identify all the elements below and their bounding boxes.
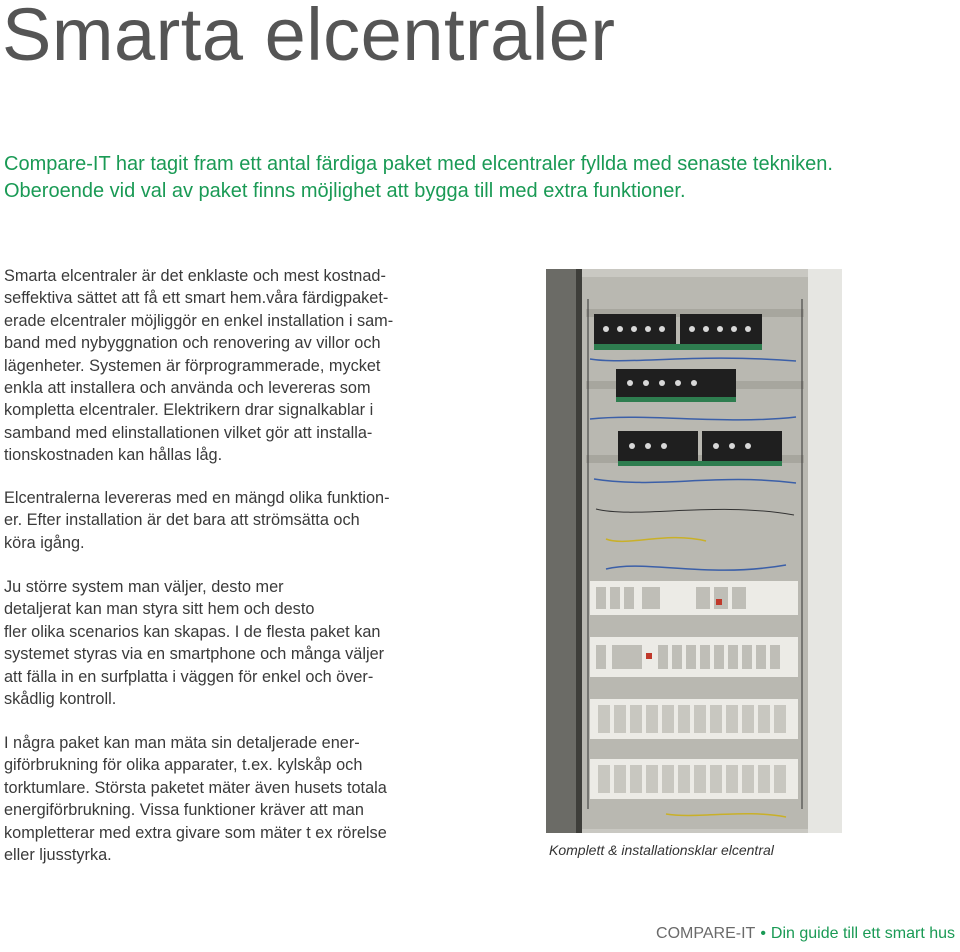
footer-brand: COMPARE-IT — [656, 925, 756, 942]
lead-paragraph: Compare-IT har tagit fram ett antal färdiga paket med elcentraler fyllda med senaste tekniken. Oberoende vid val av paket finns möjlighet att bygga till med extra funktioner. — [4, 153, 833, 202]
electrical-panel-photo — [546, 269, 842, 833]
footer-separator: • — [760, 925, 766, 942]
body-paragraph-1: Smarta elcentraler är det enklaste och mest kostnad- seffektiva sättet att få ett smart hem.våra färdigpaket- erade elcentraler möjliggör en enkel installation i sam- band med nybyggnation och renovering av villor och lägenheter. Systemen är förprogrammerade, mycket enkla att installera och använda och levereras som kompletta elcentraler. Elektrikern drar signalkablar i samband med elinstallationen vilket gör att installa- tionskostnaden kan hållas låg. — [4, 267, 394, 465]
body-paragraph-4: I några paket kan man mäta sin detaljerade ener- giförbrukning för olika apparater, t.ex. kylskåp och torktumlare. Största paketet mäter även husets totala energiförbrukning. Vissa funktioner kräver att man kompletterar med extra givare som mäter t ex rörelse eller ljusstyrka. — [4, 734, 387, 865]
body-paragraph-3: Ju större system man väljer, desto mer detaljerat kan man styra sitt hem och desto fler olika scenarios kan skapas. I de flesta paket kan systemet styras via en smartphone och många väljer att fälla in en surfplatta i väggen för enkel och över- skådlig kontroll. — [4, 578, 385, 709]
photo-caption: Komplett & installationsklar elcentral — [549, 842, 774, 858]
footer — [656, 925, 955, 943]
footer-tagline: Din guide till ett smart hus — [770, 925, 955, 942]
page-title: Smarta elcentraler — [2, 0, 616, 76]
body-paragraph-2: Elcentralerna levereras med en mängd olika funktion- er. Efter installation är det bara att strömsätta och köra igång. — [4, 489, 390, 552]
